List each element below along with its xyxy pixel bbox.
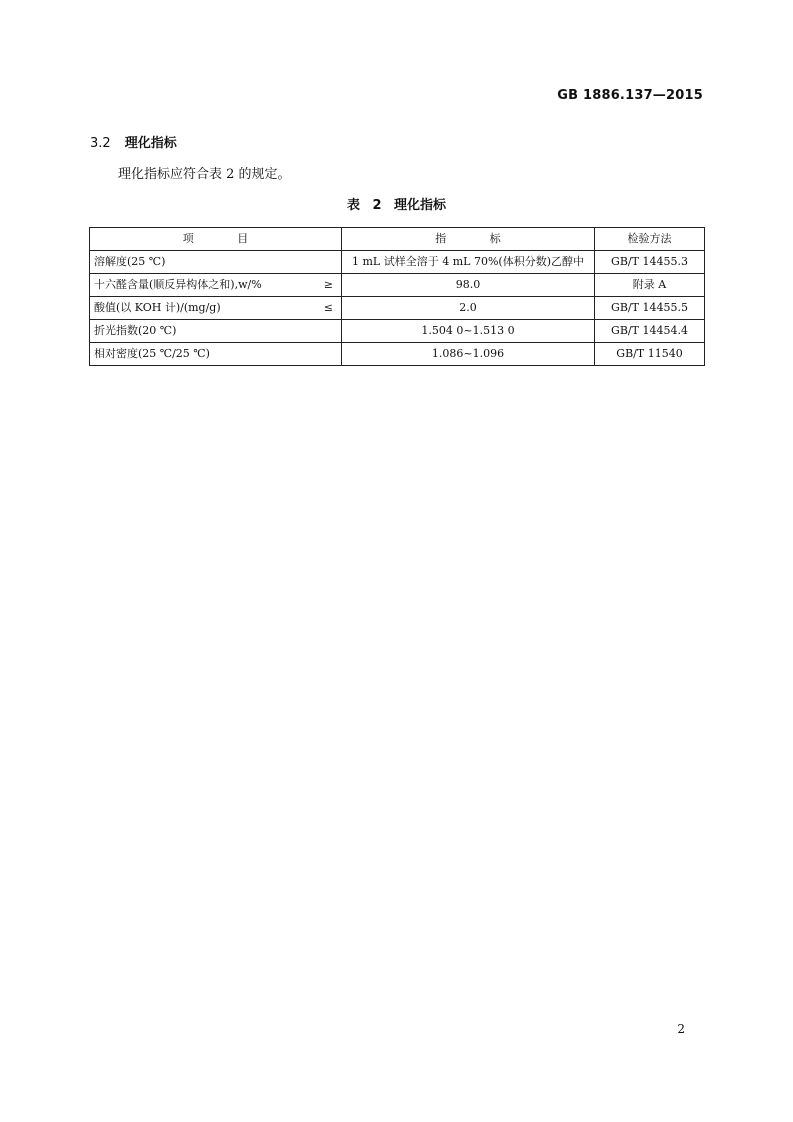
row-value: 1.504 0~1.513 0: [342, 320, 595, 343]
row-method: 附录 A: [595, 274, 705, 297]
body-paragraph: 理化指标应符合表 2 的规定。: [118, 167, 291, 182]
row-item: 十六醛含量(顺反异构体之和),w/%: [94, 278, 262, 291]
row-item-cell: [90, 320, 342, 343]
row-item-cell: [90, 251, 342, 274]
page-number: 2: [677, 1022, 685, 1036]
row-item: 溶解度(25 ℃): [94, 255, 166, 268]
header-method: 检验方法: [595, 228, 705, 251]
row-item: 折光指数(20 ℃): [94, 324, 177, 337]
section-heading: [90, 132, 177, 151]
row-item-cell: [90, 343, 342, 366]
row-method: GB/T 11540: [595, 343, 705, 366]
section-title: 理化指标: [124, 136, 177, 151]
row-value: 1.086~1.096: [342, 343, 595, 366]
header-item: 项 目: [90, 228, 342, 251]
section-number: 3.2: [90, 136, 111, 151]
table-row: [90, 297, 705, 320]
table-row: [90, 320, 705, 343]
row-value: 2.0: [342, 297, 595, 320]
table-caption: 表 2 理化指标: [346, 198, 447, 213]
row-relation: ≥: [323, 278, 333, 291]
header-indicator: 指 标: [342, 228, 595, 251]
standard-code: GB 1886.137—2015: [557, 88, 703, 103]
row-item-cell: [90, 297, 342, 320]
row-method: GB/T 14454.4: [595, 320, 705, 343]
table-row: [90, 343, 705, 366]
row-method: GB/T 14455.5: [595, 297, 705, 320]
row-method: GB/T 14455.3: [595, 251, 705, 274]
row-item: 相对密度(25 ℃/25 ℃): [94, 347, 210, 360]
table-row: [90, 251, 705, 274]
row-item: 酸值(以 KOH 计)/(mg/g): [94, 301, 221, 314]
row-item-cell: [90, 274, 342, 297]
row-value: 98.0: [342, 274, 595, 297]
row-relation: ≤: [323, 301, 333, 314]
table-row: [90, 274, 705, 297]
spec-table: [89, 227, 705, 366]
row-value: 1 mL 试样全溶于 4 mL 70%(体积分数)乙醇中: [342, 251, 595, 274]
table-header-row: [90, 228, 705, 251]
